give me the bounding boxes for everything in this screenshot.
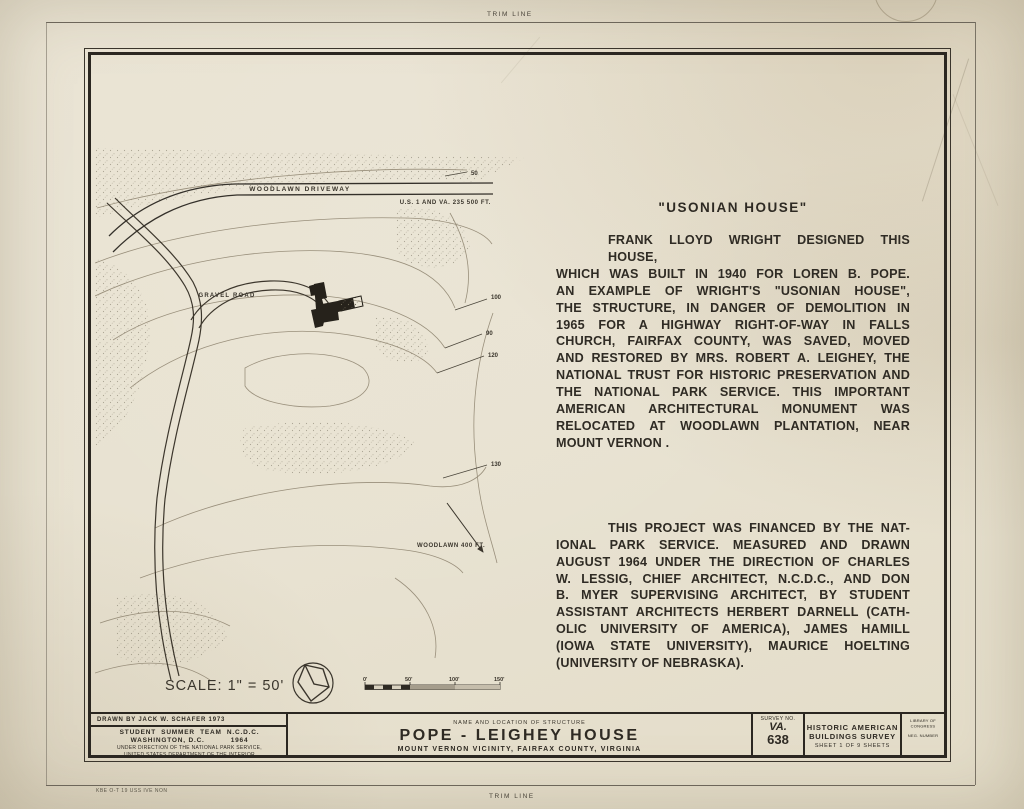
paragraph-line: NATIONAL TRUST FOR HISTORIC PRESERVATION AND — [556, 368, 910, 383]
paragraph-line: FRANK LLOYD WRIGHT DESIGNED THIS HOUSE, — [608, 233, 910, 264]
drawn-by-label: DRAWN BY JACK W. SCHAFER 1973 — [91, 714, 286, 727]
team-line: WASHINGTON, D.C. 1964 — [130, 737, 249, 745]
paragraph-line: THE NATIONAL PARK SERVICE. THIS IMPORTANT — [556, 385, 910, 400]
structure-name: POPE - LEIGHEY HOUSE — [399, 727, 640, 744]
trim-line-bottom-label: TRIM LINE — [489, 793, 535, 800]
paragraph-line: AND RESTORED BY MRS. ROBERT A. LEIGHEY, THE — [556, 351, 910, 366]
gravel-road-label: GRAVEL ROAD — [198, 293, 256, 299]
scale-bar — [363, 677, 505, 690]
team-line: STUDENT SUMMER TEAM N.C.D.C. — [119, 729, 260, 736]
paragraph-line: THIS PROJECT WAS FINANCED BY THE NAT- — [608, 520, 910, 535]
driveway-label: WOODLAWN DRIVEWAY — [249, 186, 351, 193]
paragraph-line: B. MYER SUPERVISING ARCHITECT, BY STUDENT — [556, 588, 910, 603]
loc-line: NEG. NUMBER — [907, 733, 939, 738]
scale-text: SCALE: 1" = 50' — [165, 678, 285, 694]
paragraph-line: (UNIVERSITY OF NEBRASKA). — [556, 656, 745, 671]
scale-tick-150: 150' — [494, 677, 505, 683]
scale-tick-50: 50' — [405, 677, 413, 683]
trim-line-top-label: TRIM LINE — [487, 11, 533, 18]
scale-tick-0: 0' — [363, 677, 368, 683]
survey-state: VA. — [769, 721, 787, 733]
survey-number: 638 — [767, 732, 789, 747]
paragraph-line: AN EXAMPLE OF WRIGHT'S "USONIAN HOUSE", — [556, 283, 910, 298]
paragraph-line: IONAL PARK SERVICE. MEASURED AND DRAWN — [556, 537, 910, 552]
paragraph-line: OLIC UNIVERSITY OF AMERICA), JAMES HAMILL — [556, 622, 910, 637]
paragraph-line: W. LESSIG, CHIEF ARCHITECT, N.C.D.C., AND DON — [556, 571, 910, 586]
contour-label-130: 130 — [491, 462, 502, 468]
trim-line-bottom — [46, 785, 975, 786]
habs-line: HISTORIC AMERICAN — [806, 722, 899, 732]
paragraph-line: RELOCATED AT WOODLAWN PLANTATION, NEAR — [556, 418, 910, 433]
paragraph-1 — [556, 232, 910, 452]
team-line: UNITED STATES DEPARTMENT OF THE INTERIOR — [124, 751, 255, 758]
contour-label-120: 120 — [488, 353, 499, 359]
woodlawn-arrow-label: WOODLAWN 400 FT. — [417, 543, 486, 549]
paragraph-line: MOUNT VERNON . — [556, 435, 670, 450]
drawn-by-cell — [91, 714, 288, 757]
paragraph-line: AUGUST 1964 UNDER THE DIRECTION OF CHARLES — [556, 554, 910, 569]
trim-line-right — [975, 22, 976, 785]
embossed-seal — [874, 0, 938, 22]
document-title: "USONIAN HOUSE" — [658, 200, 808, 215]
team-line: UNDER DIRECTION OF THE NATIONAL PARK SERVICE, — [117, 745, 262, 752]
paragraph-line: THE STRUCTURE, IN DANGER OF DEMOLITION IN — [556, 300, 910, 315]
description-column — [556, 200, 910, 672]
site-map — [95, 58, 535, 708]
habs-sheet: SHEET 1 OF 9 SHEETS — [814, 742, 891, 749]
scale-tick-100: 100' — [449, 677, 460, 683]
trim-line-top — [46, 22, 975, 23]
title-block — [91, 712, 944, 757]
contour-label-50: 50 — [471, 171, 478, 177]
paragraph-line: CHURCH, FAIRFAX COUNTY, WAS SAVED, MOVED — [556, 334, 910, 349]
highway-label: U.S. 1 AND VA. 235 500 FT. — [399, 200, 491, 206]
trim-line-left — [46, 22, 47, 785]
print-code: KBE O-T 19 USS IVE NON — [96, 788, 168, 794]
habs-cell — [805, 714, 902, 757]
north-arrow-icon — [293, 663, 333, 703]
paragraph-line: (IOWA STATE UNIVERSITY), MAURICE HOELTING — [556, 639, 910, 654]
team-info — [97, 729, 282, 758]
contour-label-100: 100 — [491, 295, 502, 301]
habs-line: BUILDINGS SURVEY — [809, 731, 896, 741]
structure-location: MOUNT VERNON VICINITY, FAIRFAX COUNTY, VIRGINIA — [397, 746, 642, 753]
contour-label-90: 90 — [486, 331, 493, 337]
survey-number-cell — [753, 714, 805, 757]
survey-number-header: SURVEY NO. — [760, 716, 796, 722]
paragraph-line: ASSISTANT ARCHITECTS HERBERT DARNELL (CATH- — [556, 605, 910, 620]
structure-name-cell — [288, 714, 753, 757]
structure-name-header: NAME AND LOCATION OF STRUCTURE — [453, 720, 586, 726]
paragraph-line: WHICH WAS BUILT IN 1940 FOR LOREN B. POPE. — [556, 266, 910, 281]
loc-neg-cell — [902, 714, 944, 757]
loc-line: LIBRARY OF CONGRESS — [910, 718, 936, 728]
paragraph-line: 1965 FOR A HIGHWAY RIGHT-OF-WAY IN FALLS — [556, 317, 910, 332]
paragraph-2 — [556, 520, 910, 672]
house-footprint — [309, 282, 363, 328]
paragraph-line: AMERICAN ARCHITECTURAL MONUMENT WAS — [556, 402, 910, 417]
